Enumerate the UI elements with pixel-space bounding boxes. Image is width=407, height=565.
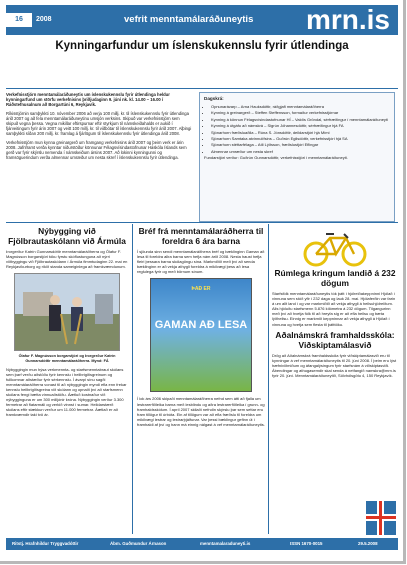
booklet-small-text: ÞAÐ ER: [191, 286, 211, 293]
issue-year: 2008: [36, 16, 52, 23]
column-divider: [268, 224, 269, 534]
bicycle-drawing: [302, 228, 368, 268]
footer-responsible: Ábm. Guðmundur Árnason: [110, 541, 167, 546]
article-title-building: Nýbygging við Fjölbrautaskólann við Ármúla: [8, 226, 126, 246]
agenda-item: • Sjónarhorn fræðsluaðila – Rúna S. Jónsdóttir, deildarstjóri hjá Mími: [211, 130, 390, 135]
footer-date: 29.5.2008: [358, 541, 378, 546]
groundbreaking-photo: [14, 273, 120, 351]
footer-email-link[interactable]: menntamalaraduneyti.is: [200, 541, 251, 546]
article-column-2: [137, 226, 265, 536]
lead-article: [6, 92, 192, 220]
bicycle-icon: [272, 228, 398, 268]
icelandic-crest-icon: [365, 500, 397, 536]
headline-divider: [6, 88, 398, 89]
agenda-title: Dagskrá:: [204, 96, 224, 101]
column-divider: [132, 224, 133, 534]
photo-illustration: [15, 274, 119, 350]
article-title-curriculum: Aðalnámskrá framhaldsskóla: Viðskiptamálasvið: [275, 329, 395, 350]
footer-editor: Ritstj. Hrafnhildur Tryggvadóttir: [12, 541, 79, 546]
agenda-moderator: Fundarstjóri verður: Guðrún Gunnarsdóttir, verkefnisstjóri í menntamálaráðuneyti.: [204, 155, 348, 161]
mrn-logo[interactable]: mrn.is: [305, 4, 390, 35]
page-footer: [6, 538, 398, 550]
lead-paragraph-2: Ríkisstjórnin samþykkti 10. nóvember 2006 að verja 100 millj. kr. til íslenskukennslu fyrir útlendinga árið 2007 og að fela menntamálaráðuneytinu umsjón verksins. Skipuð var verkefnisstjórn sem skipuð vegna þessa. Vegna mikillar eftirspurnar eftir styrkjum til námskeiðahalds er aukið í fjárveitingum fyrir árin 2007 og veitt 100 millj. kr. til viðbótar til íslenskukennslu fyrir árið 2007. Alþingi samþykkti síðan 200 millj. kr. framlag á fjárlögum til íslenskukennslu fyrir útlendinga árið 2008.: [6, 110, 192, 137]
agenda-item: • Sjónarhorn Samtaka atvinnulífsins – Guðrún Egilsdóttir, verkefnisstjóri hjá SA: [211, 136, 390, 141]
reading-booklet-cover: [150, 278, 252, 392]
section-divider: [6, 222, 398, 223]
agenda-item: • Kynning á greinargerð – Steffen Steffensson, formaður verkefnisstjórnar: [211, 110, 390, 115]
agenda-list: [204, 104, 390, 154]
agenda-item: • Opnunarávarp – Arna Hauksdóttir, ráðgjafi menntamálaráðherra: [211, 104, 390, 109]
page-number: 16: [6, 13, 32, 27]
agenda-item: • Kynning á könnun Félagsvísindastofnunar HÍ – Valdís Gröndal, sérfræðingur í menntamálaráðuneyti: [211, 117, 390, 122]
lead-intro: Verkefnisstjórn menntamálaráðuneytis um íslenskukennslu fyrir útlendinga heldur kynningarfund um störfu verkefnisins þriðjudaginn 9. júní nk. kl. 14.00 – 16.00 í Ráðstefnusalnum að Borgartúni 6, Reykjavík.: [6, 92, 170, 108]
article-paragraph: Þorgerður Katrín Gunnarsdóttir menntamálaráðherra og Ólafur F. Magnússon borgarstjóri tóku fyrstu skóflustunguna að nýrri viðbyggingu við Fjölbrautaskólann í Ármúla fimmtudaginn 22. maí en Reykjavíkurborg og ríkið standa sameiginlega að framkvæmdunum.: [6, 249, 128, 270]
crest-cross-vertical: [379, 501, 382, 535]
article-title-letter: Bréf frá menntamálaráðherra til foreldra 6 ára barna: [138, 226, 264, 246]
booklet-title: GAMAN AÐ LESA: [154, 319, 248, 332]
agenda-item: • Kynning á útgáfu að námskrá – Sigrún Jóhannesdóttir, sérfræðingur hjá FA: [211, 123, 390, 128]
main-headline: Kynningarfundur um íslenskukennslu fyrir útlendinga: [55, 40, 349, 52]
agenda-item: • Almennar umræður um nesta skref: [211, 149, 390, 154]
page-header: [6, 5, 398, 35]
agenda-box: [199, 92, 395, 222]
footer-issn: ISSN 1670-0015: [290, 541, 323, 546]
article-column-3: [272, 226, 398, 536]
article-paragraph: Í lok árs 2006 skipaði menntamálaráðherra nefnd sem átti að fjalla um lestrarerfiðleika barna með lesblindu og aðra lestrarerfiðleika í grunn- og framhaldsskólum. Í apríl 2007 skilaði nefndin skýrslu þar sem settar eru fram tillögur til úrbóta. Ein af tillögum var að efla fræðslu til foreldra um mikilvægi lestrar og lestrarþjálfunar. Var þessi bæklingur gefinn út í framhaldi af því og hann má einnig nálgast á vef menntamálaráðuneytis.: [137, 396, 265, 427]
article-paragraph: Starfsfólk menntamálaráðuneytis tók þátt í hjólreiðakeppninni Hjólað í vinnuna sem stóð yfir í 232 daga og lauk 28. maí. Hjólaferðin var farin á um allt land í og var markmiðið að vekja athygli á heilsuhjólreiðum. Alls hjóluðu starfsmenn 5.876 kílómetra á 232 dögum. Tilgangurinn með því að hvetja fólk til að hreyfa sig er að efla heilsu og bæta lýðheilsu. Einnig er markmið keppninnar að vekja athygli á Hjólað í vinnuna og hvetja sem flesta til þátttöku.: [272, 291, 396, 327]
article-title-cycling: Rúmlega kringum landið á 232 dögum: [274, 268, 396, 288]
article-paragraph: Nýbyggingin mun hýsa verkmennta- og starfsmenntabraut skólans sem þarf verðu aðstöðu fyrir kennslu í heilbrigðisgreinum og fullkomnar aðstæður fyrir sérkennslu. Í ávarpi sínu sagði menntamálaráðherra vonast til að nýbyggingin myndi efla enn frekar kennslu heilbrigðisgreina við skólann og opnaði því að starfsmenn skólans fengi bætta vinnuaðstöðu. Áætluð kostnaður við nýbygginguna er um 300 milljónir króna. Nýbyggingin verður 3.300 fermetrar að flatarmáli og verkið vinnst í sumar. Heildarstærð skólans eftir stækkun verður um 11.000 fermetrar. Áætlað er að framkvæmdir taki tvö ár.: [6, 366, 127, 418]
agenda-item: • Sjónarhorn stéttarfélaga – Atli Lýðsson, fræðslustjóri Eflingar: [211, 142, 390, 147]
publication-title: vefrit menntamálaráðuneytis: [124, 14, 254, 25]
article-paragraph: Í sjöunda sinn sendi menntamálaráðherra bréf og bæklinginn Gaman að lesa til foreldra allra barna sem hefja nám árið 2008. Nesta haust hefja fleiri þessara barna skólagöngu sína. Markmiðið með því að senda bæklinginn er að vekja athygli foreldra á mikilvægi þess að lesa reglulega fyrir og með börnum sínum.: [137, 249, 265, 275]
photo-caption: Ólafur F. Magnússon borgarstjóri og Þorgerður Katrín Gunnarsdóttir menntamálaráðherra. Mynd: FÁ: [18, 354, 116, 363]
lead-paragraph-3: Verkefnisstjórn mun kynna greinargerð um framgang verkefnisins árið 2007 og þeim verk er árin 2008. Jafnframt verða kynntar niðurstöður könnunar Félagsvísindastofnunar Háskóla Íslands sem gerð var fyrir skýrslu nemenda í námskeiðum ársins 2007. Að lokinni kynningunni og framsöguerindum verða almennar umræður um nesta skref í íslenskukennslu fyrir útlendinga.: [6, 139, 187, 161]
article-paragraph: Drög að Aðalnámskrá framhaldsskóla fyrir viðskiptamálasvið eru til kynningar á vef menntamálaráðuneytis til 20. júní 2008. Í þeim eru lýst hæfniviðmiðum og áfangalýsingum fyrir starfsnám á viðskiptasviði. Ábendingar og athugasemdir skal senda á netfangið namskra@mrn.is fyrir 20. júní. Menntamálaráðuneytið, Sölvhólsgötu 4, 150 Reykjavík.: [272, 352, 397, 379]
article-column-1: [6, 226, 128, 536]
